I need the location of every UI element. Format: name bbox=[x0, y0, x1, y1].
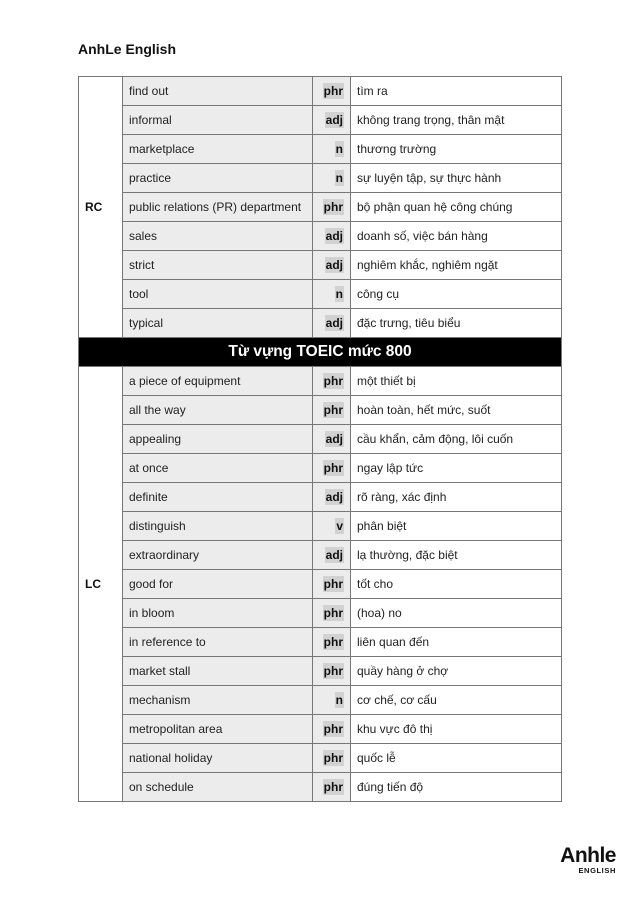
vocab-word: market stall bbox=[123, 657, 313, 686]
vocab-part-of-speech bbox=[313, 77, 351, 106]
vocabulary-table bbox=[78, 76, 562, 802]
section-label: LC bbox=[79, 367, 123, 802]
vocab-row bbox=[79, 280, 562, 309]
vocab-part-of-speech bbox=[313, 425, 351, 454]
part-of-speech-badge: adj bbox=[325, 229, 343, 243]
vocab-word: on schedule bbox=[123, 773, 313, 802]
part-of-speech-badge: n bbox=[335, 693, 343, 707]
vocab-row bbox=[79, 570, 562, 599]
vocab-row bbox=[79, 135, 562, 164]
part-of-speech-badge: phr bbox=[323, 461, 343, 475]
vocab-meaning: đặc trưng, tiêu biểu bbox=[351, 309, 562, 338]
vocab-word: informal bbox=[123, 106, 313, 135]
vocab-row bbox=[79, 77, 562, 106]
part-of-speech-badge: phr bbox=[323, 722, 343, 736]
vocab-meaning: tìm ra bbox=[351, 77, 562, 106]
vocab-word: at once bbox=[123, 454, 313, 483]
vocab-meaning: cơ chế, cơ cấu bbox=[351, 686, 562, 715]
vocab-word: metropolitan area bbox=[123, 715, 313, 744]
vocab-part-of-speech bbox=[313, 396, 351, 425]
part-of-speech-badge: adj bbox=[325, 258, 343, 272]
vocab-word: definite bbox=[123, 483, 313, 512]
part-of-speech-badge: adj bbox=[325, 432, 343, 446]
vocab-meaning: đúng tiến độ bbox=[351, 773, 562, 802]
logo-sub-text: ENGLISH bbox=[578, 865, 616, 875]
vocab-row bbox=[79, 222, 562, 251]
vocab-part-of-speech bbox=[313, 744, 351, 773]
vocab-part-of-speech bbox=[313, 657, 351, 686]
vocab-part-of-speech bbox=[313, 773, 351, 802]
vocab-meaning: ngay lập tức bbox=[351, 454, 562, 483]
part-of-speech-badge: phr bbox=[323, 577, 343, 591]
vocab-meaning: sự luyện tập, sự thực hành bbox=[351, 164, 562, 193]
vocab-part-of-speech bbox=[313, 686, 351, 715]
part-of-speech-badge: phr bbox=[323, 200, 343, 214]
vocab-meaning: tốt cho bbox=[351, 570, 562, 599]
vocab-part-of-speech bbox=[313, 570, 351, 599]
part-of-speech-badge: phr bbox=[323, 635, 343, 649]
vocab-row bbox=[79, 599, 562, 628]
vocab-word: appealing bbox=[123, 425, 313, 454]
vocab-word: a piece of equipment bbox=[123, 367, 313, 396]
vocab-part-of-speech bbox=[313, 309, 351, 338]
part-of-speech-badge: adj bbox=[325, 316, 343, 330]
vocab-word: in bloom bbox=[123, 599, 313, 628]
part-of-speech-badge: n bbox=[335, 142, 343, 156]
part-of-speech-badge: phr bbox=[323, 780, 343, 794]
vocab-row bbox=[79, 454, 562, 483]
vocab-word: typical bbox=[123, 309, 313, 338]
vocab-row bbox=[79, 483, 562, 512]
anhle-logo bbox=[560, 845, 616, 875]
vocab-row bbox=[79, 686, 562, 715]
part-of-speech-badge: phr bbox=[323, 751, 343, 765]
vocab-row bbox=[79, 512, 562, 541]
vocab-word: in reference to bbox=[123, 628, 313, 657]
vocab-row bbox=[79, 425, 562, 454]
vocab-part-of-speech bbox=[313, 164, 351, 193]
part-of-speech-badge: phr bbox=[323, 374, 343, 388]
vocab-part-of-speech bbox=[313, 512, 351, 541]
vocab-meaning: rõ ràng, xác định bbox=[351, 483, 562, 512]
vocab-meaning: bộ phận quan hệ công chúng bbox=[351, 193, 562, 222]
vocab-word: strict bbox=[123, 251, 313, 280]
vocab-meaning: cầu khẩn, cảm động, lôi cuốn bbox=[351, 425, 562, 454]
vocab-part-of-speech bbox=[313, 715, 351, 744]
vocab-row bbox=[79, 744, 562, 773]
vocab-row bbox=[79, 251, 562, 280]
vocab-meaning: không trang trọng, thân mật bbox=[351, 106, 562, 135]
brand-title: AnhLe English bbox=[78, 41, 176, 57]
vocab-part-of-speech bbox=[313, 483, 351, 512]
vocab-word: practice bbox=[123, 164, 313, 193]
vocab-part-of-speech bbox=[313, 222, 351, 251]
vocab-part-of-speech bbox=[313, 599, 351, 628]
section-title: Từ vựng TOEIC mức 800 bbox=[79, 338, 562, 367]
vocab-row bbox=[79, 309, 562, 338]
vocab-meaning: khu vực đô thị bbox=[351, 715, 562, 744]
vocab-row bbox=[79, 193, 562, 222]
vocab-part-of-speech bbox=[313, 135, 351, 164]
vocab-row bbox=[79, 396, 562, 425]
vocab-meaning: nghiêm khắc, nghiêm ngặt bbox=[351, 251, 562, 280]
vocab-meaning: thương trường bbox=[351, 135, 562, 164]
part-of-speech-badge: n bbox=[335, 287, 343, 301]
part-of-speech-badge: phr bbox=[323, 664, 343, 678]
part-of-speech-badge: phr bbox=[323, 606, 343, 620]
part-of-speech-badge: adj bbox=[325, 548, 343, 562]
part-of-speech-badge: v bbox=[336, 519, 343, 533]
part-of-speech-badge: phr bbox=[323, 84, 343, 98]
vocab-part-of-speech bbox=[313, 251, 351, 280]
vocab-word: public relations (PR) department bbox=[123, 193, 313, 222]
vocab-part-of-speech bbox=[313, 280, 351, 309]
vocab-row bbox=[79, 715, 562, 744]
vocab-meaning: lạ thường, đặc biệt bbox=[351, 541, 562, 570]
part-of-speech-badge: n bbox=[335, 171, 343, 185]
vocab-word: national holiday bbox=[123, 744, 313, 773]
part-of-speech-badge: adj bbox=[325, 113, 343, 127]
vocab-row bbox=[79, 657, 562, 686]
vocab-part-of-speech bbox=[313, 628, 351, 657]
vocab-word: tool bbox=[123, 280, 313, 309]
vocab-meaning: công cụ bbox=[351, 280, 562, 309]
vocab-row bbox=[79, 367, 562, 396]
vocab-meaning: doanh số, việc bán hàng bbox=[351, 222, 562, 251]
vocab-part-of-speech bbox=[313, 193, 351, 222]
vocab-meaning: quốc lễ bbox=[351, 744, 562, 773]
vocab-word: good for bbox=[123, 570, 313, 599]
vocab-row bbox=[79, 773, 562, 802]
vocab-part-of-speech bbox=[313, 106, 351, 135]
vocab-meaning: liên quan đến bbox=[351, 628, 562, 657]
vocab-row bbox=[79, 541, 562, 570]
section-header-row bbox=[79, 338, 562, 367]
vocab-row bbox=[79, 628, 562, 657]
logo-main-text: Anhle bbox=[560, 843, 616, 867]
vocab-part-of-speech bbox=[313, 367, 351, 396]
vocab-part-of-speech bbox=[313, 541, 351, 570]
vocab-row bbox=[79, 164, 562, 193]
vocabulary-table-body bbox=[79, 77, 562, 802]
vocab-meaning: một thiết bị bbox=[351, 367, 562, 396]
vocab-meaning: quầy hàng ở chợ bbox=[351, 657, 562, 686]
vocab-word: mechanism bbox=[123, 686, 313, 715]
vocab-row bbox=[79, 106, 562, 135]
vocab-word: all the way bbox=[123, 396, 313, 425]
vocab-part-of-speech bbox=[313, 454, 351, 483]
vocab-meaning: (hoa) no bbox=[351, 599, 562, 628]
vocab-meaning: phân biệt bbox=[351, 512, 562, 541]
vocab-word: extraordinary bbox=[123, 541, 313, 570]
vocab-word: sales bbox=[123, 222, 313, 251]
vocab-meaning: hoàn toàn, hết mức, suốt bbox=[351, 396, 562, 425]
section-label: RC bbox=[79, 77, 123, 338]
vocab-word: find out bbox=[123, 77, 313, 106]
vocab-word: distinguish bbox=[123, 512, 313, 541]
part-of-speech-badge: adj bbox=[325, 490, 343, 504]
part-of-speech-badge: phr bbox=[323, 403, 343, 417]
vocab-word: marketplace bbox=[123, 135, 313, 164]
